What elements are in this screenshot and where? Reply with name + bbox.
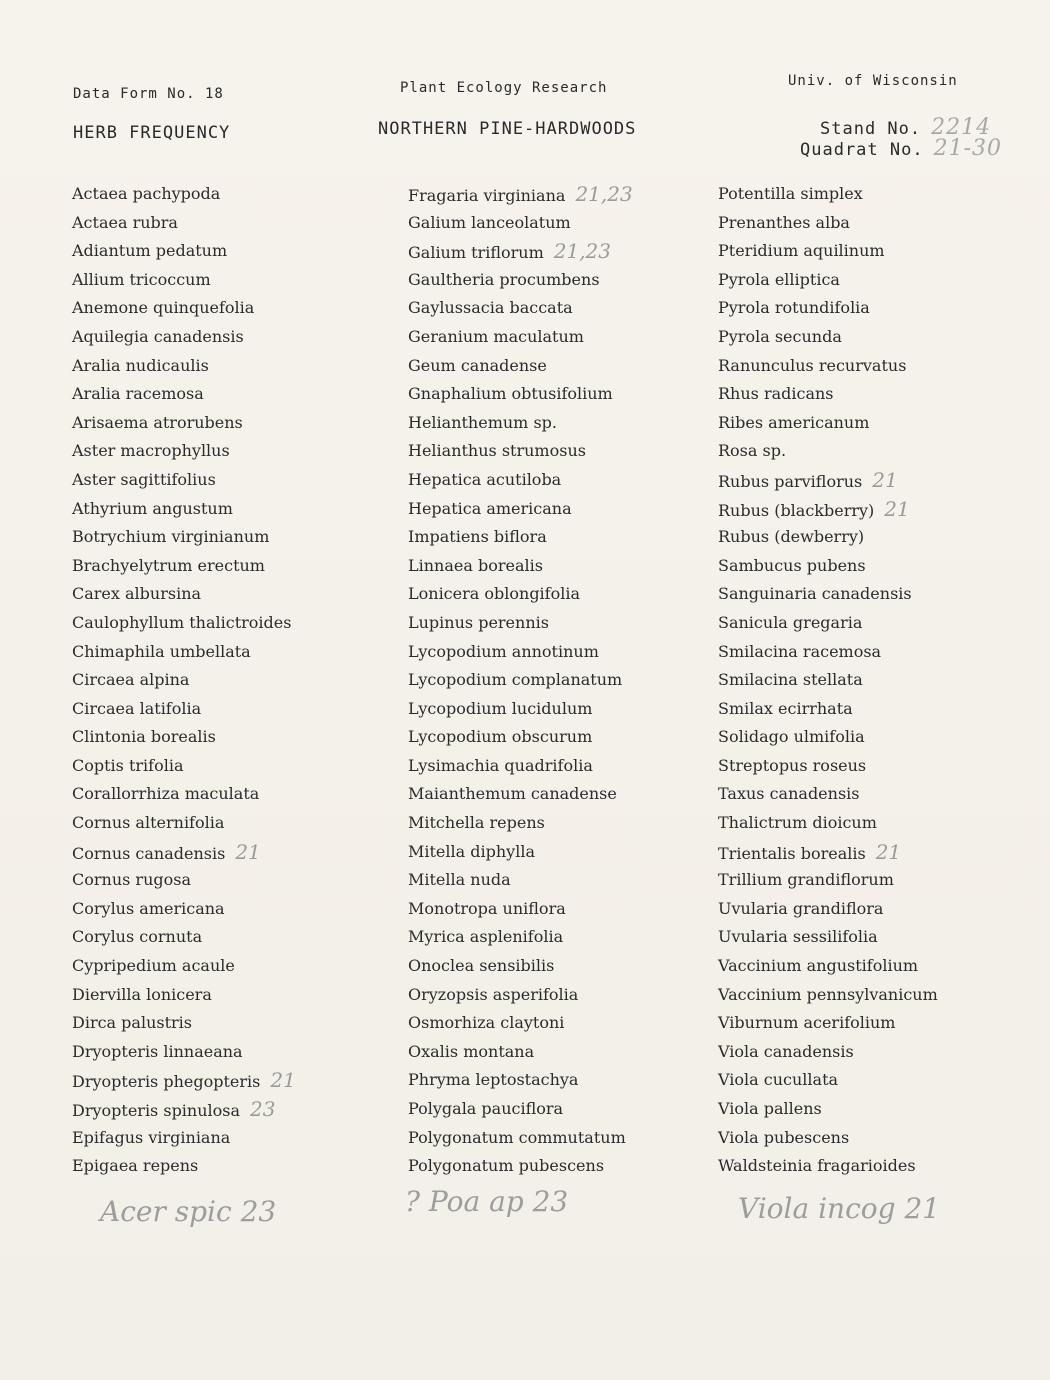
species-name: Prenanthes alba — [718, 212, 850, 232]
species-name: Potentilla simplex — [718, 184, 863, 203]
species-name: Polygonatum commutatum — [408, 1127, 626, 1147]
species-row — [72, 323, 296, 352]
species-row — [718, 209, 938, 238]
species-row — [718, 409, 938, 438]
species-name: Aralia racemosa — [72, 384, 204, 404]
species-row — [408, 609, 633, 638]
species-row — [72, 1038, 296, 1067]
species-row — [408, 981, 633, 1010]
species-name: Viola pallens — [718, 1099, 822, 1118]
species-name: Dirca palustris — [72, 1013, 192, 1033]
species-row — [718, 237, 938, 266]
species-name: Trientalis borealis — [718, 843, 866, 863]
species-row — [718, 580, 938, 609]
species-name: Aralia nudicaulis — [72, 355, 209, 375]
species-row — [72, 352, 296, 381]
species-name: Dryopteris spinulosa — [72, 1101, 241, 1120]
species-name: Mitchella repens — [408, 813, 545, 833]
species-name: Rosa sp. — [718, 441, 787, 461]
species-row — [408, 723, 633, 752]
species-name: Rubus (dewberry) — [718, 527, 865, 547]
species-row — [718, 437, 938, 466]
species-row — [72, 952, 296, 981]
species-name: Brachyelytrum erectum — [72, 555, 265, 575]
species-name: Diervilla lonicera — [72, 984, 212, 1004]
species-row — [718, 552, 938, 581]
species-name: Carex albursina — [72, 584, 202, 604]
species-name: Botrychium virginianum — [72, 527, 270, 547]
species-name: Impatiens biflora — [408, 527, 547, 547]
species-name: Aquilegia canadensis — [72, 326, 244, 346]
species-name: Lycopodium annotinum — [408, 641, 599, 661]
species-name: Viola pubescens — [718, 1127, 850, 1147]
species-name: Cypripedium acaule — [72, 956, 235, 976]
species-row — [718, 1009, 938, 1038]
species-name: Gaultheria procumbens — [408, 269, 600, 289]
species-name: Vaccinium angustifolium — [718, 956, 919, 976]
species-name: Corallorrhiza maculata — [72, 784, 260, 804]
species-row — [718, 180, 938, 209]
species-name: Corylus americana — [72, 898, 225, 918]
species-row — [718, 809, 938, 838]
handwritten-frequency-note: 23 — [250, 1097, 276, 1121]
species-row — [408, 523, 633, 552]
species-name: Vaccinium pennsylvanicum — [718, 984, 938, 1004]
species-row — [408, 580, 633, 609]
handwritten-addition-1: Acer spic 23 — [100, 1195, 277, 1228]
species-name: Arisaema atrorubens — [72, 412, 243, 432]
species-column-2 — [408, 180, 633, 1181]
species-row — [408, 866, 633, 895]
species-row — [408, 695, 633, 724]
species-row — [408, 952, 633, 981]
species-name: Solidago ulmifolia — [718, 727, 865, 747]
species-row — [718, 923, 938, 952]
species-row — [72, 780, 296, 809]
species-name: Uvularia grandiflora — [718, 898, 884, 918]
species-name: Clintonia borealis — [72, 727, 216, 747]
species-row — [72, 923, 296, 952]
species-name: Cornus canadensis — [72, 843, 226, 863]
species-name: Lycopodium lucidulum — [408, 698, 593, 718]
species-name: Circaea alpina — [72, 670, 190, 690]
species-row — [72, 523, 296, 552]
handwritten-frequency-note: 21,23 — [575, 182, 633, 206]
species-row — [408, 638, 633, 667]
species-name: Epigaea repens — [72, 1156, 199, 1176]
species-name: Pteridium aquilinum — [718, 241, 885, 261]
handwritten-frequency-note: 21 — [875, 839, 902, 864]
species-name: Uvularia sessilifolia — [718, 927, 878, 947]
species-row — [72, 1066, 296, 1095]
species-name: Helianthus strumosus — [408, 441, 586, 461]
species-name: Linnaea borealis — [408, 555, 543, 575]
species-row — [72, 552, 296, 581]
species-row — [72, 638, 296, 667]
species-row — [408, 495, 633, 524]
species-name: Fragaria virginiana — [408, 186, 566, 205]
species-row — [72, 580, 296, 609]
species-name: Sambucus pubens — [718, 555, 866, 575]
species-row — [718, 495, 938, 524]
species-row — [718, 952, 938, 981]
species-row — [72, 466, 296, 495]
species-row — [408, 1038, 633, 1067]
species-name: Galium triflorum — [408, 243, 544, 263]
species-row — [72, 294, 296, 323]
species-row — [718, 609, 938, 638]
species-row — [72, 981, 296, 1010]
species-row — [72, 1124, 296, 1153]
species-name: Thalictrum dioicum — [718, 813, 877, 833]
handwritten-frequency-note: 21 — [884, 496, 910, 521]
handwritten-frequency-note: 21 — [270, 1068, 296, 1093]
species-row — [718, 981, 938, 1010]
form-number: Data Form No. 18 — [73, 86, 224, 102]
species-name: Trillium grandiflorum — [718, 870, 894, 890]
species-name: Coptis trifolia — [72, 755, 184, 775]
species-name: Aster sagittifolius — [72, 469, 216, 489]
species-row — [718, 752, 938, 781]
species-row — [718, 1124, 938, 1153]
species-name: Lonicera oblongifolia — [408, 584, 580, 604]
species-row — [72, 695, 296, 724]
species-name: Lycopodium complanatum — [408, 670, 623, 690]
species-name: Onoclea sensibilis — [408, 956, 555, 976]
species-name: Rubus (blackberry) — [718, 500, 875, 520]
species-row — [718, 780, 938, 809]
species-row — [72, 1009, 296, 1038]
species-name: Helianthemum sp. — [408, 412, 557, 432]
species-row — [718, 1066, 938, 1095]
species-row — [408, 1124, 633, 1153]
handwritten-frequency-note: 21,23 — [553, 239, 612, 264]
species-name: Caulophyllum thalictroides — [72, 612, 292, 632]
species-row — [72, 866, 296, 895]
species-row — [72, 380, 296, 409]
species-column-3 — [718, 180, 938, 1181]
species-row — [718, 266, 938, 295]
species-row — [408, 1095, 633, 1124]
species-name: Mitella nuda — [408, 870, 511, 890]
species-name: Osmorhiza claytoni — [408, 1013, 565, 1033]
species-name: Allium tricoccum — [72, 269, 211, 289]
institution-name: Univ. of Wisconsin — [788, 73, 958, 89]
species-name: Oxalis montana — [408, 1041, 535, 1061]
species-row — [408, 1009, 633, 1038]
species-name: Adiantum pedatum — [72, 241, 228, 261]
species-name: Cornus alternifolia — [72, 813, 225, 833]
species-name: Smilacina racemosa — [718, 641, 882, 661]
species-name: Actaea pachypoda — [72, 184, 221, 203]
species-row — [408, 352, 633, 381]
quadrat-value: 21-30 — [933, 136, 1003, 161]
species-row — [408, 895, 633, 924]
species-name: Galium lanceolatum — [408, 212, 571, 232]
handwritten-frequency-note: 21 — [872, 467, 898, 492]
species-name: Hepatica acutiloba — [408, 469, 562, 489]
species-row — [408, 237, 633, 266]
species-row — [408, 552, 633, 581]
species-name: Athyrium angustum — [72, 498, 233, 518]
handwritten-addition-3: Viola incog 21 — [738, 1192, 941, 1225]
species-name: Monotropa uniflora — [408, 898, 566, 918]
species-name: Mitella diphylla — [408, 841, 535, 861]
species-row — [408, 752, 633, 781]
species-row — [408, 780, 633, 809]
species-row — [72, 666, 296, 695]
species-row — [408, 437, 633, 466]
species-row — [718, 723, 938, 752]
species-name: Polygala pauciflora — [408, 1099, 564, 1118]
species-name: Geranium maculatum — [408, 326, 584, 346]
species-name: Gaylussacia baccata — [408, 298, 573, 318]
species-name: Maianthemum canadense — [408, 784, 617, 804]
species-row — [718, 466, 938, 495]
species-name: Pyrola rotundifolia — [718, 298, 870, 318]
species-row — [72, 809, 296, 838]
species-name: Pyrola elliptica — [718, 269, 840, 289]
program-name: Plant Ecology Research — [400, 80, 608, 96]
form-title: HERB FREQUENCY — [73, 123, 231, 143]
species-row — [718, 294, 938, 323]
species-name: Dryopteris linnaeana — [72, 1041, 243, 1061]
species-name: Smilacina stellata — [718, 670, 863, 690]
species-name: Sanicula gregaria — [718, 612, 863, 632]
handwritten-addition-2: ? Poa ap 23 — [405, 1185, 569, 1218]
species-name: Geum canadense — [408, 355, 547, 375]
species-row — [72, 752, 296, 781]
species-name: Circaea latifolia — [72, 698, 202, 718]
species-row — [718, 895, 938, 924]
species-row — [72, 266, 296, 295]
species-name: Cornus rugosa — [72, 870, 192, 890]
species-row — [408, 380, 633, 409]
species-name: Actaea rubra — [72, 212, 178, 232]
species-name: Waldsteinia fragarioides — [718, 1156, 916, 1176]
species-name: Streptopus roseus — [718, 755, 867, 775]
species-row — [72, 437, 296, 466]
species-row — [72, 609, 296, 638]
species-name: Corylus cornuta — [72, 927, 203, 947]
species-name: Ribes americanum — [718, 412, 870, 432]
species-name: Anemone quinquefolia — [72, 298, 255, 318]
species-row — [718, 352, 938, 381]
species-name: Aster macrophyllus — [72, 441, 230, 461]
species-row — [408, 323, 633, 352]
species-row — [408, 838, 633, 867]
species-name: Oryzopsis asperifolia — [408, 984, 579, 1004]
species-row — [718, 523, 938, 552]
species-row — [718, 323, 938, 352]
species-name: Gnaphalium obtusifolium — [408, 384, 613, 404]
species-name: Lupinus perennis — [408, 612, 549, 632]
species-name: Viola canadensis — [718, 1041, 854, 1061]
handwritten-frequency-note: 21 — [235, 839, 261, 864]
species-row — [718, 380, 938, 409]
species-name: Rhus radicans — [718, 384, 834, 404]
species-name: Myrica asplenifolia — [408, 927, 564, 947]
species-row — [72, 1095, 296, 1124]
species-row — [718, 666, 938, 695]
species-row — [72, 495, 296, 524]
species-row — [72, 1152, 296, 1181]
species-name: Phryma leptostachya — [408, 1070, 579, 1090]
species-row — [408, 923, 633, 952]
species-row — [72, 838, 296, 867]
species-name: Ranunculus recurvatus — [718, 355, 907, 375]
species-name: Smilax ecirrhata — [718, 698, 853, 718]
species-name: Chimaphila umbellata — [72, 641, 251, 661]
species-name: Rubus parviflorus — [718, 471, 863, 491]
species-row — [718, 638, 938, 667]
quadrat-label: Quadrat No. — [800, 140, 924, 160]
species-row — [72, 209, 296, 238]
species-row — [718, 1095, 938, 1124]
species-row — [718, 1152, 938, 1181]
species-row — [72, 409, 296, 438]
species-row — [718, 838, 938, 867]
species-row — [718, 695, 938, 724]
species-row — [408, 294, 633, 323]
species-row — [408, 809, 633, 838]
species-name: Viburnum acerifolium — [718, 1013, 896, 1033]
species-name: Dryopteris phegopteris — [72, 1072, 261, 1092]
community-title: NORTHERN PINE-HARDWOODS — [378, 119, 637, 139]
species-name: Sanguinaria canadensis — [718, 584, 912, 604]
species-row — [408, 1066, 633, 1095]
quadrat-field — [800, 136, 1002, 161]
species-row — [72, 895, 296, 924]
species-name: Lycopodium obscurum — [408, 727, 593, 747]
species-name: Polygonatum pubescens — [408, 1156, 605, 1176]
species-row — [408, 409, 633, 438]
species-row — [408, 666, 633, 695]
stand-value: 2214 — [931, 115, 992, 140]
species-name: Pyrola secunda — [718, 326, 842, 346]
species-row — [408, 266, 633, 295]
species-name: Taxus canadensis — [718, 784, 860, 804]
species-name: Epifagus virginiana — [72, 1127, 231, 1147]
species-name: Hepatica americana — [408, 498, 572, 518]
species-row — [718, 1038, 938, 1067]
species-row — [408, 180, 633, 209]
species-row — [408, 209, 633, 238]
species-name: Viola cucullata — [718, 1070, 839, 1090]
species-row — [408, 1152, 633, 1181]
species-row — [72, 180, 296, 209]
stand-label: Stand No. — [820, 119, 922, 139]
species-row — [72, 723, 296, 752]
species-column-1 — [72, 180, 296, 1181]
species-row — [408, 466, 633, 495]
species-name: Lysimachia quadrifolia — [408, 755, 593, 775]
species-row — [72, 237, 296, 266]
species-row — [718, 866, 938, 895]
